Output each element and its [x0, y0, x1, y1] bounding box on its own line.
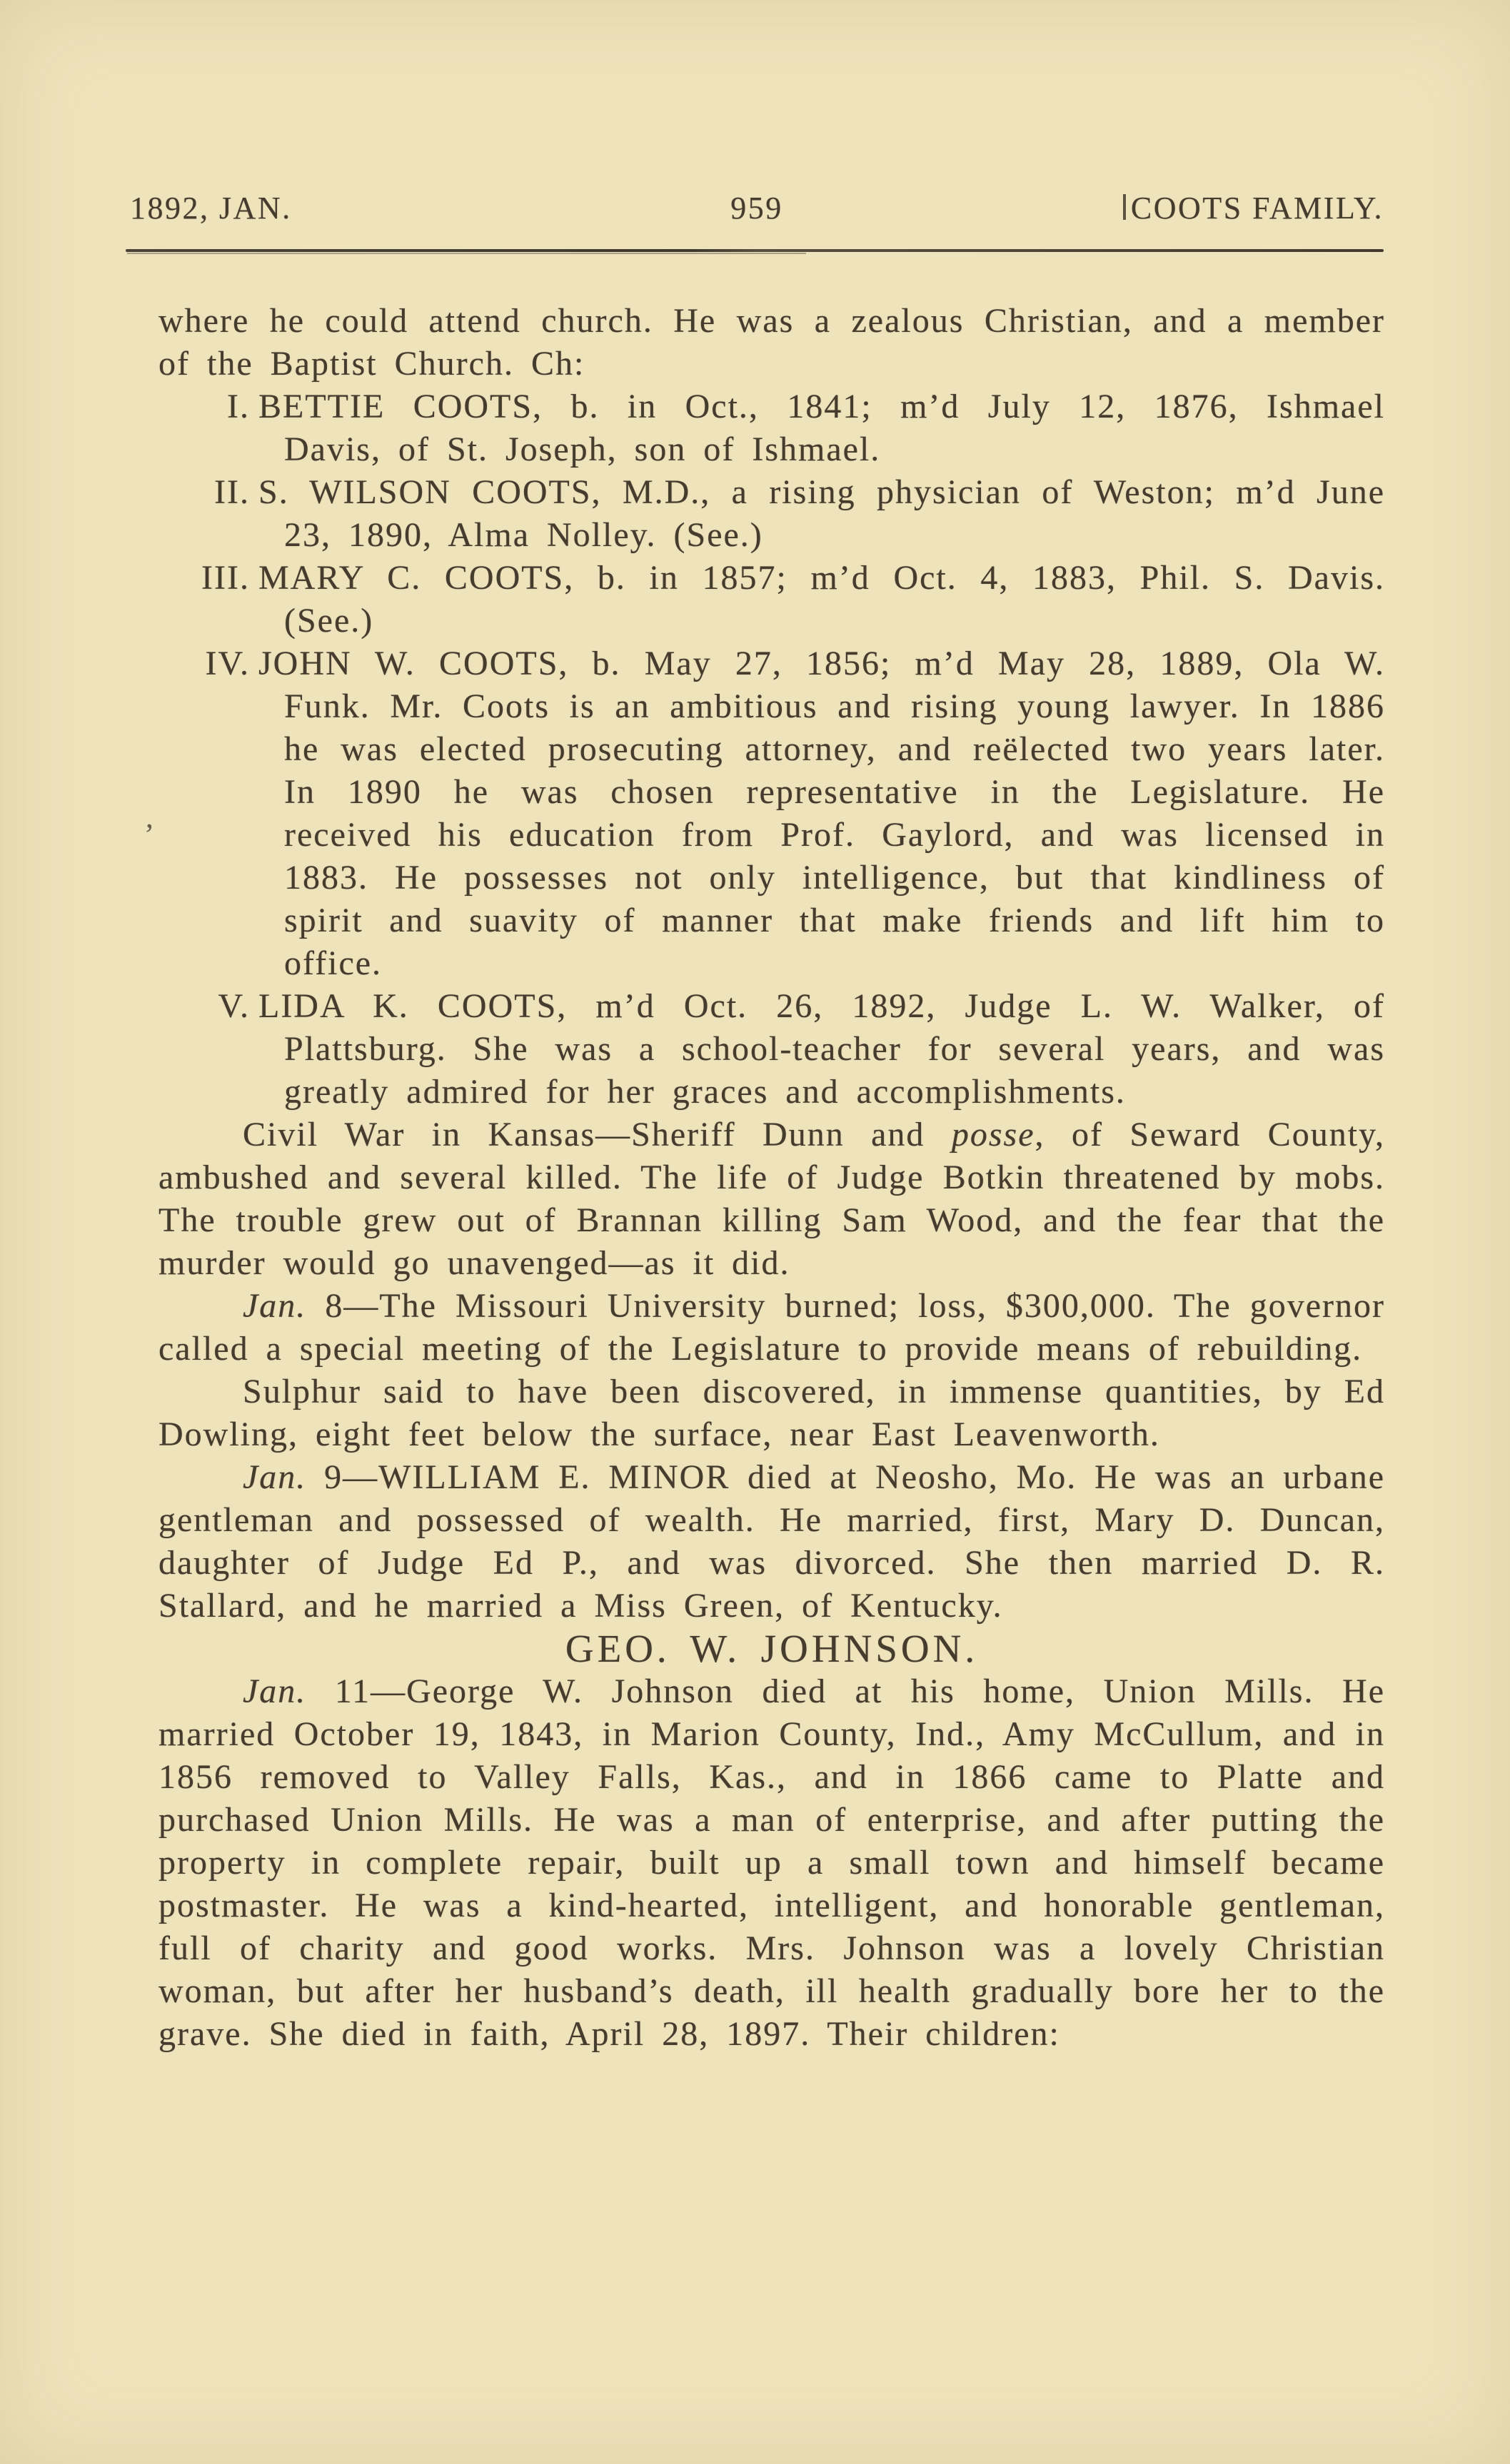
entry-numeral: III.	[201, 559, 250, 597]
section-heading: GEO. W. JOHNSON.	[565, 1627, 979, 1670]
paragraph-sulphur	[158, 1370, 1385, 1456]
entry-text: JOHN W. COOTS, b. May 27, 1856; m’d May 28, 1889, Ola W. Funk. Mr. Coots is an ambitious and rising young lawyer. In 1886 he was elected prosecuting attorney, and reëlected two years later. In 1890 he was chosen representative in the Legislature. He received his education from Prof. Gaylord, and was licensed in 1883. He possesses not only intelligence, but that kindliness of spirit and suavity of manner that make friends and lift him to office.	[258, 645, 1385, 982]
scan-artifact-bar	[1123, 194, 1126, 220]
entry-text: MARY C. COOTS, b. in 1857; m’d Oct. 4, 1883, Phil. S. Davis. (See.)	[258, 559, 1385, 640]
paragraph-civil-war	[158, 1114, 1385, 1285]
entry-numeral: II.	[214, 473, 250, 511]
paragraph-segment: Sulphur said to have been discovered, in immense quantities, by Ed Dowling, eight feet below the surface, near East Leavenworth.	[158, 1373, 1385, 1453]
running-head-date: 1892, JAN.	[130, 191, 292, 226]
paragraph-italic-segment: Jan.	[243, 1287, 307, 1325]
scan-artifact-quote: ’	[144, 819, 154, 852]
header-rule	[126, 249, 1384, 252]
child-entry-3	[158, 557, 1385, 642]
paragraph-segment: , of Seward County, ambushed and several killed. The life of Judge Botkin threatened by mobs. The trouble grew out of Brannan killing Sam Wood, and the fear that the murder would go unavenged—as it did.	[158, 1116, 1386, 1282]
paragraph-segment: 11—George W. Johnson died at his home, Union Mills. He married October 19, 1843, in Marion County, Ind., Amy McCullum, and in 1856 removed to Valley Falls, Kas., and in 1866 came to Platte and purchased Union Mills. He was a man of enterprise, and after putting the property in complete repair, built up a small town and himself became postmaster. He was a kind-hearted, intelligent, and honorable gentleman, full of charity and good works. Mrs. Johnson was a lovely Christian woman, but after her husband’s death, ill health gradually bore her to the grave. She died in faith, April 28, 1897. Their children:	[158, 1672, 1385, 2053]
child-entry-5	[158, 985, 1385, 1114]
entry-text: LIDA K. COOTS, m’d Oct. 26, 1892, Judge L. W. Walker, of Plattsburg. She was a school-teacher for several years, and was greatly admired for her graces and accomplishments.	[258, 987, 1385, 1111]
paragraph-segment: 8—The Missouri University burned; loss, $300,000. The governor called a special meeting of the Legislature to provide means of rebuilding.	[158, 1287, 1385, 1368]
intro-paragraph: where he could attend church. He was a zealous Christian, and a member of the Baptist Church. Ch:	[158, 302, 1385, 383]
paragraph-segment: Civil War in Kansas—Sheriff Dunn and	[243, 1116, 952, 1153]
running-head-title-text: COOTS FAMILY.	[1130, 191, 1384, 226]
running-head	[130, 190, 1384, 226]
paragraph-jan-8	[158, 1285, 1385, 1370]
paragraph-jan-9	[158, 1456, 1385, 1627]
entry-numeral: I.	[227, 388, 250, 425]
child-entry-4	[158, 642, 1385, 985]
entry-text: S. WILSON COOTS, M.D., a rising physician of Weston; m’d June 23, 1890, Alma Nolley. (See.)	[258, 473, 1385, 554]
paragraph-italic-segment: posse	[951, 1116, 1035, 1153]
text-block	[158, 300, 1385, 2056]
paragraph-segment: 9—WILLIAM E. MINOR died at Neosho, Mo. He was an urbane gentleman and possessed of wealth. He married, first, Mary D. Duncan, daughter of Judge Ed P., and was divorced. She then married D. R. Stallard, and he married a Miss Green, of Kentucky.	[158, 1458, 1385, 1625]
child-entry-1	[158, 385, 1385, 471]
entry-numeral: IV.	[205, 645, 250, 682]
paragraph-jan-11	[158, 1670, 1385, 2056]
running-head-title	[783, 190, 1384, 226]
page-number: 959	[730, 191, 783, 226]
paragraph-italic-segment: Jan.	[243, 1458, 307, 1496]
entry-text: BETTIE COOTS, b. in Oct., 1841; m’d July 12, 1876, Ishmael Davis, of St. Joseph, son of Ishmael.	[258, 388, 1385, 468]
child-entry-2	[158, 471, 1385, 557]
entry-numeral: V.	[218, 987, 250, 1025]
paragraph-italic-segment: Jan.	[243, 1672, 307, 1710]
